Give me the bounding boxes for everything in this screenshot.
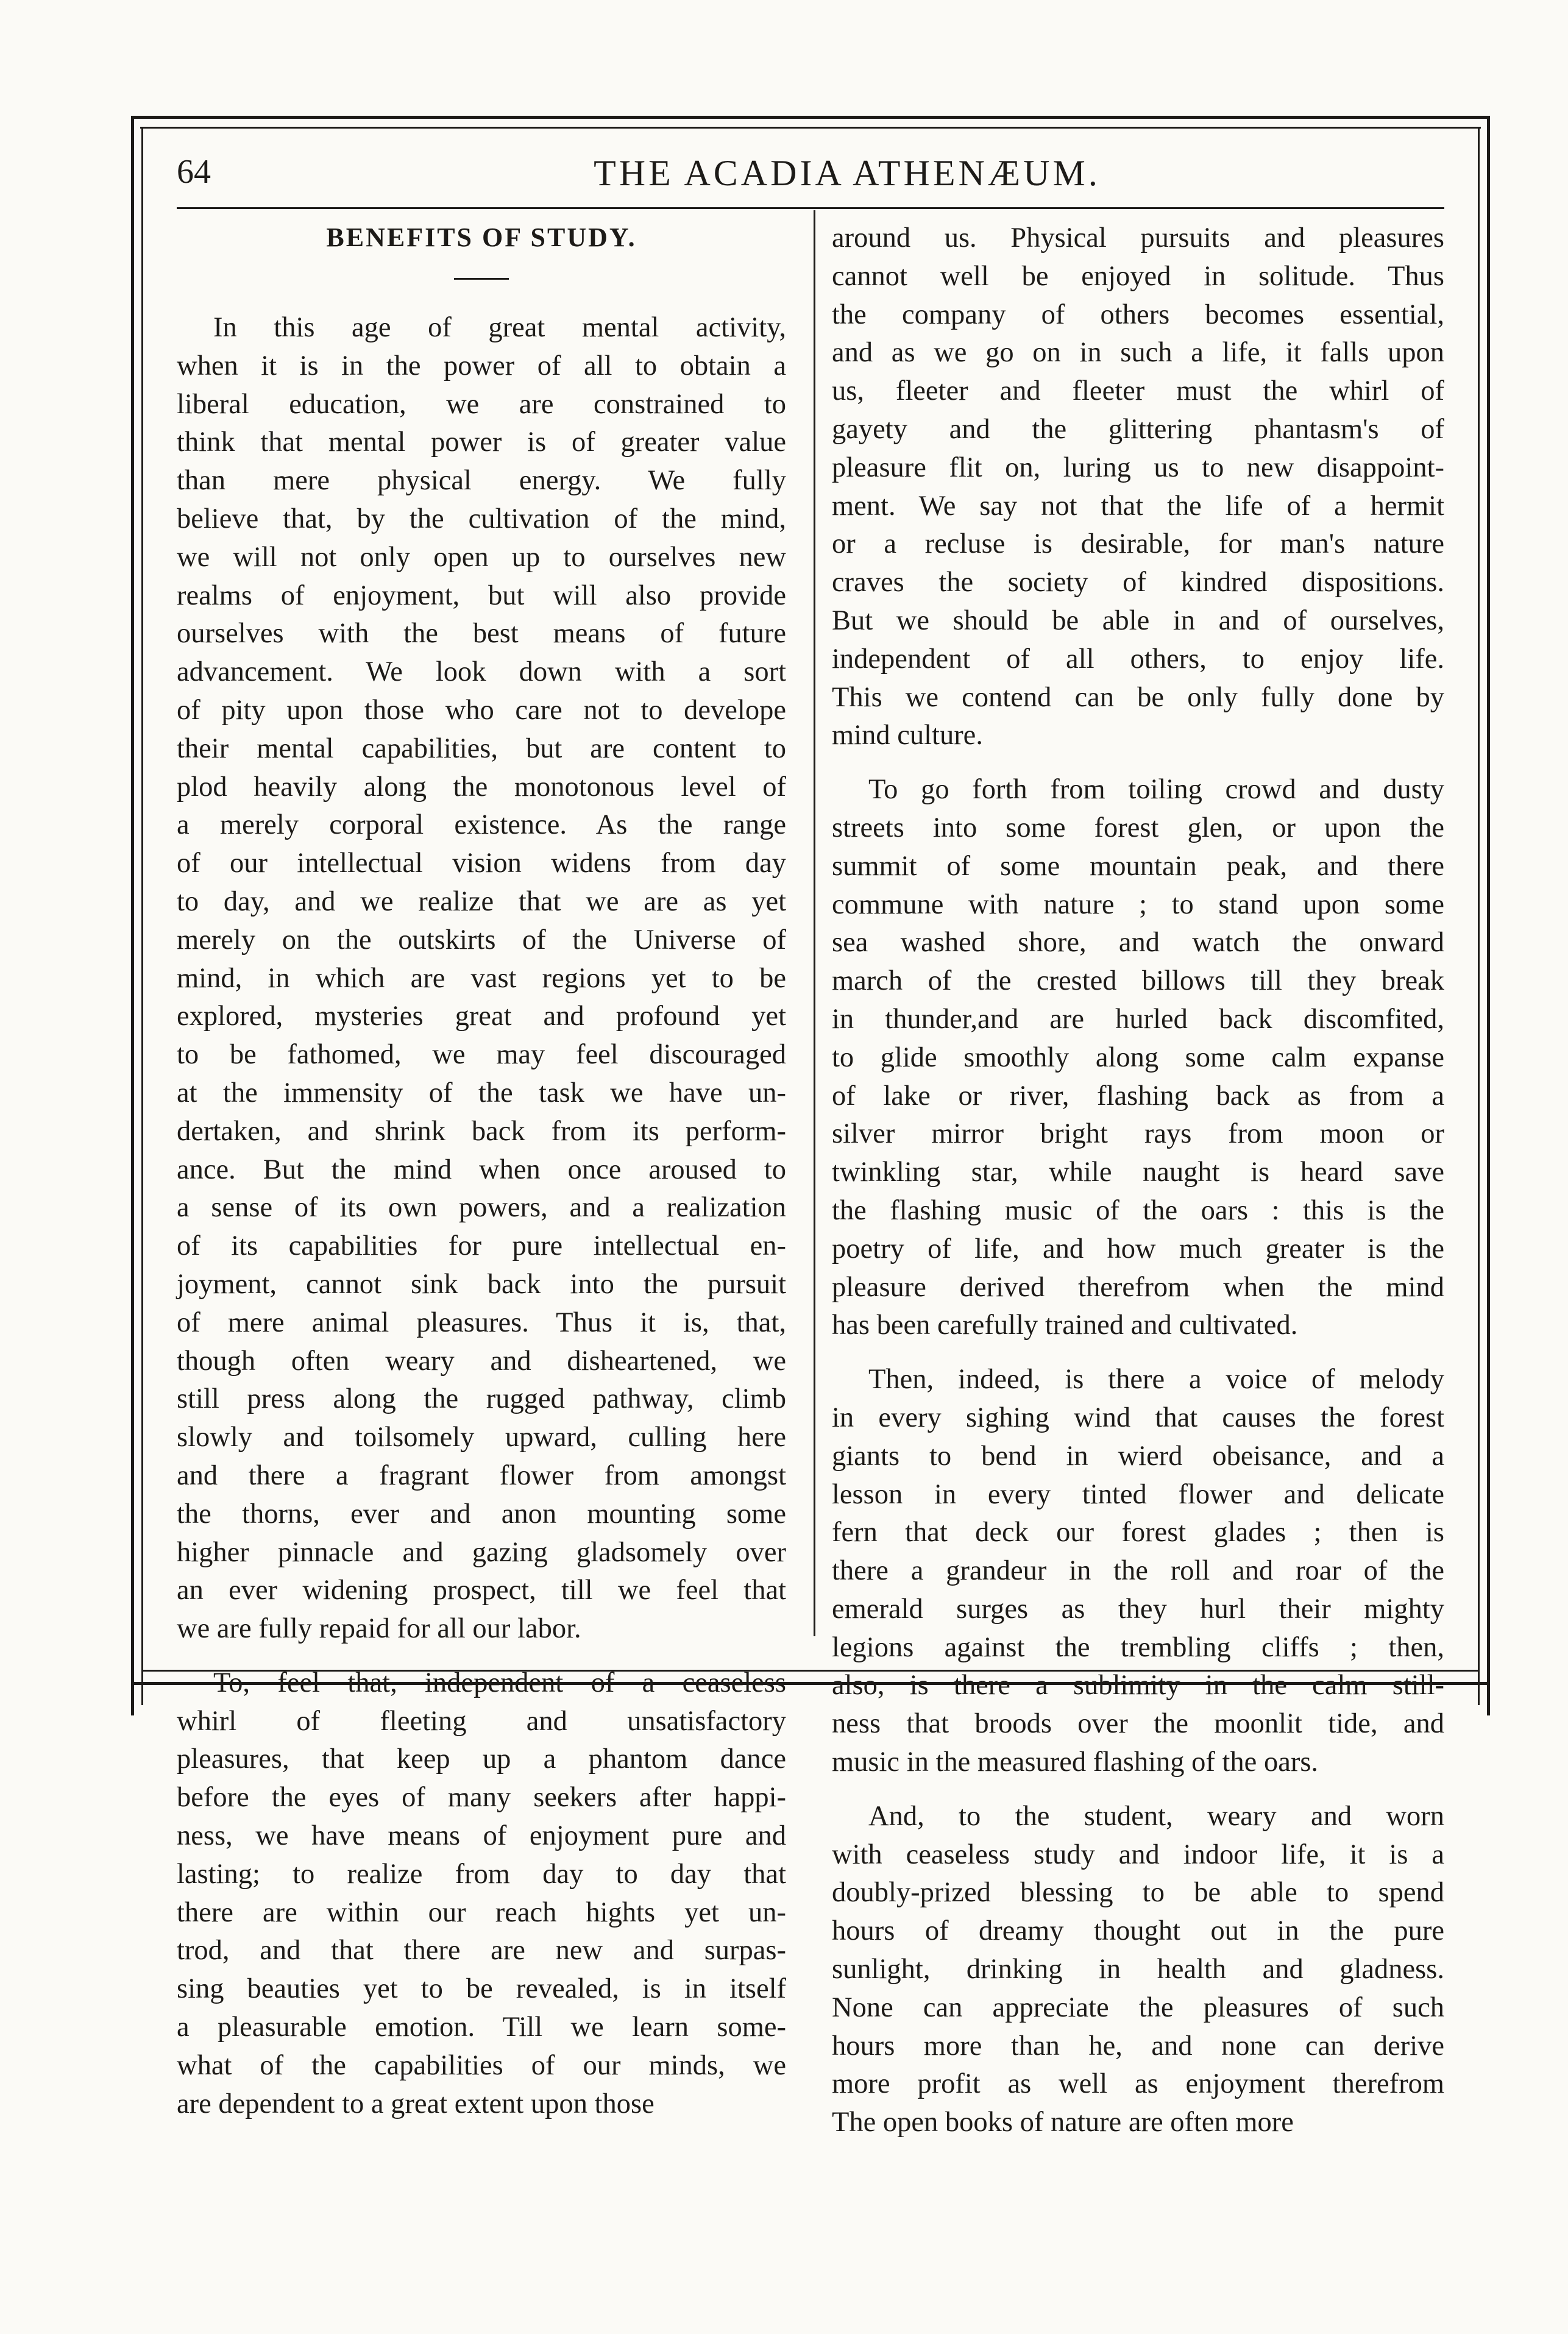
top-border-outer [131, 116, 1490, 119]
text-line: when it is in the power of all to obtain a [177, 350, 786, 381]
left-border-inner [141, 127, 143, 1705]
page-header [177, 143, 1463, 198]
left-column-body [177, 309, 786, 2123]
text-line: lasting; to realize from day to day that [177, 1858, 786, 1890]
text-line: independent of all others, to enjoy life. [832, 643, 1444, 675]
text-line: with ceaseless study and indoor life, it is a [832, 1839, 1444, 1870]
text-line: whirl of fleeting and unsatisfactory [177, 1705, 786, 1737]
text-line: to day, and we realize that we are as yet [177, 885, 786, 917]
text-line: music in the measured flashing of the oars. [832, 1747, 1319, 1778]
text-line: slowly and toilsomely upward, culling here [177, 1422, 786, 1453]
paragraph-gap [832, 1782, 1444, 1798]
text-line: hours of dreamy thought out in the pure [832, 1915, 1444, 1947]
text-line: emerald surges as they hurl their mighty [832, 1593, 1444, 1625]
text-line: poetry of life, and how much greater is the [832, 1233, 1444, 1265]
paragraph [832, 771, 1444, 1345]
text-line: in thunder,and are hurled back discomfited, [832, 1003, 1444, 1035]
text-line: ment. We say not that the life of a hermit [832, 490, 1444, 522]
paragraph [832, 1361, 1444, 1782]
text-line: or a recluse is desirable, for man's nature [832, 528, 1444, 560]
text-line: though often weary and disheartened, we [177, 1345, 786, 1377]
text-line: merely on the outskirts of the Universe of [177, 924, 786, 956]
text-line: doubly-prized blessing to be able to spend [832, 1877, 1444, 1909]
text-line: pleasures, that keep up a phantom dance [177, 1743, 786, 1775]
text-line: To go forth from toiling crowd and dusty [868, 774, 1444, 806]
text-line: dertaken, and shrink back from its perform- [177, 1115, 786, 1147]
text-line: to glide smoothly along some calm expanse [832, 1041, 1444, 1073]
text-line: has been carefully trained and cultivated. [832, 1310, 1298, 1341]
right-border-inner [1478, 127, 1480, 1705]
text-line: think that mental power is of greater value [177, 427, 786, 458]
text-line: To, feel that, independent of a ceaseless [213, 1667, 786, 1698]
text-line: us, fleeter and fleeter must the whirl of [832, 375, 1444, 407]
paragraph-gap [832, 1345, 1444, 1361]
text-line: ness, we have means of enjoyment pure and [177, 1820, 786, 1852]
text-line: there are within our reach hights yet un- [177, 1896, 786, 1928]
paragraph-gap [832, 755, 1444, 771]
text-line: ness that broods over the moonlit tide, and [832, 1708, 1444, 1740]
text-line: joyment, cannot sink back into the pursuit [177, 1268, 786, 1300]
top-border-inner [140, 127, 1481, 129]
text-line: of our intellectual vision widens from day [177, 848, 786, 879]
text-line: silver mirror bright rays from moon or [832, 1118, 1444, 1150]
text-line: pleasure flit on, luring us to new disappoint- [832, 452, 1444, 483]
text-line: what of the capabilities of our minds, we [177, 2049, 786, 2081]
text-line: sunlight, drinking in health and gladness. [832, 1954, 1444, 1985]
text-line: liberal education, we are constrained to [177, 388, 786, 420]
text-line: the company of others becomes essential, [832, 299, 1444, 330]
text-line: mind culture. [832, 720, 983, 751]
text-line: in every sighing wind that causes the forest [832, 1402, 1444, 1433]
text-line: before the eyes of many seekers after happi- [177, 1782, 786, 1814]
text-line: of lake or river, flashing back as from a [832, 1080, 1444, 1112]
text-line: a pleasurable emotion. Till we learn some- [177, 2012, 786, 2043]
text-line: march of the crested billows till they break [832, 965, 1444, 997]
text-line: streets into some forest glen, or upon the [832, 812, 1444, 843]
text-line: of mere animal pleasures. Thus it is, that, [177, 1307, 786, 1338]
article-heading: BENEFITS OF STUDY. [326, 222, 637, 252]
journal-title: THE ACADIA ATHENÆUM. [594, 153, 1101, 193]
text-line: of its capabilities for pure intellectual en- [177, 1230, 786, 1262]
text-line: still press along the rugged pathway, climb [177, 1383, 786, 1415]
left-border-outer [131, 116, 134, 1715]
text-line: legions against the trembling cliffs ; then, [832, 1631, 1444, 1663]
text-line: at the immensity of the task we have un- [177, 1077, 786, 1108]
text-line: twinkling star, while naught is heard save [832, 1157, 1444, 1188]
text-line: advancement. We look down with a sort [177, 656, 786, 688]
text-line: lesson in every tinted flower and delicate [832, 1478, 1444, 1510]
text-line: also, is there a sublimity in the calm still- [832, 1670, 1444, 1701]
text-line: commune with nature ; to stand upon some [832, 889, 1444, 920]
text-line: an ever widening prospect, till we feel that [177, 1575, 786, 1606]
text-line: and as we go on in such a life, it falls upon [832, 337, 1444, 369]
text-line: And, to the student, weary and worn [868, 1800, 1444, 1832]
text-line: hours more than he, and none can derive [832, 2030, 1444, 2062]
right-border-outer [1487, 116, 1490, 1715]
text-line: This we contend can be only fully done by [832, 681, 1444, 713]
text-line: we are fully repaid for all our labor. [177, 1613, 581, 1645]
text-line: there a grandeur in the roll and roar of the [832, 1555, 1444, 1587]
text-line: more profit as well as enjoyment therefrom [832, 2068, 1444, 2100]
right-column-body [832, 219, 1444, 2142]
text-line: are dependent to a great extent upon those [177, 2088, 655, 2119]
text-line: giants to bend in wierd obeisance, and a [832, 1440, 1444, 1472]
text-line: Then, indeed, is there a voice of melody [868, 1364, 1444, 1396]
text-line: than mere physical energy. We fully [177, 465, 786, 497]
text-line: realms of enjoyment, but will also provide [177, 580, 786, 611]
text-line: cannot well be enjoyed in solitude. Thus [832, 260, 1444, 292]
text-line: a sense of its own powers, and a realization [177, 1192, 786, 1224]
text-line: But we should be able in and of ourselves, [832, 605, 1444, 636]
text-line: summit of some mountain peak, and there [832, 850, 1444, 882]
text-line: higher pinnacle and gazing gladsomely over [177, 1536, 786, 1568]
text-line: ance. But the mind when once aroused to [177, 1154, 786, 1185]
left-column [177, 219, 786, 2123]
text-line: plod heavily along the monotonous level of [177, 771, 786, 803]
text-line: craves the society of kindred dispositions. [832, 567, 1444, 598]
heading-dash [454, 278, 509, 280]
text-line: gayety and the glittering phantasm's of [832, 413, 1444, 445]
paragraph [832, 219, 1444, 755]
text-line: we will not only open up to ourselves new [177, 541, 786, 573]
text-line: pleasure derived therefrom when the mind [832, 1271, 1444, 1303]
paragraph [832, 1798, 1444, 2142]
text-line: sing beauties yet to be revealed, is in itself [177, 1973, 786, 2005]
paragraph-gap [177, 1648, 786, 1664]
text-line: fern that deck our forest glades ; then is [832, 1517, 1444, 1548]
text-line: mind, in which are vast regions yet to be [177, 962, 786, 994]
text-line: explored, mysteries great and profound yet [177, 1001, 786, 1032]
text-line: around us. Physical pursuits and pleasures [832, 222, 1444, 254]
header-rule [177, 207, 1444, 209]
text-line: believe that, by the cultivation of the mind, [177, 503, 786, 534]
text-line: the thorns, ever and anon mounting some [177, 1498, 786, 1530]
text-line: a merely corporal existence. As the range [177, 809, 786, 841]
text-line: sea washed shore, and watch the onward [832, 927, 1444, 959]
column-divider [814, 210, 815, 1636]
right-column [832, 219, 1444, 2142]
text-line: their mental capabilities, but are content to [177, 732, 786, 764]
text-line: ourselves with the best means of future [177, 618, 786, 650]
text-line: to be fathomed, we may feel discouraged [177, 1039, 786, 1071]
paragraph [177, 309, 786, 1648]
text-line: trod, and that there are new and surpas- [177, 1935, 786, 1967]
text-line: In this age of great mental activity, [213, 312, 786, 343]
text-line: of pity upon those who care not to develope [177, 694, 786, 726]
page-number: 64 [177, 153, 211, 191]
paragraph [177, 1664, 786, 2124]
text-line: The open books of nature are often more [832, 2107, 1294, 2138]
text-line: None can appreciate the pleasures of such [832, 1992, 1444, 2023]
text-line: the flashing music of the oars : this is the [832, 1194, 1444, 1226]
text-line: and there a fragrant flower from amongst [177, 1460, 786, 1491]
